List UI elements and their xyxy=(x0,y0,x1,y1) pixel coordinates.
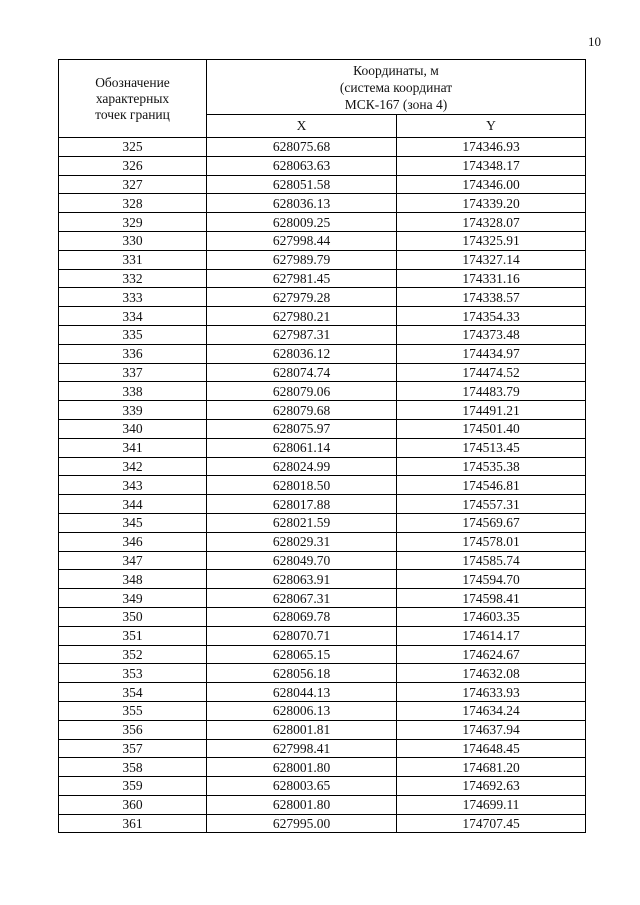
cell-point: 345 xyxy=(59,513,207,532)
table-row xyxy=(59,363,586,382)
cell-x: 627995.00 xyxy=(207,814,397,833)
cell-point: 331 xyxy=(59,250,207,269)
cell-y: 174331.16 xyxy=(397,269,586,288)
header-point-line-1: Обозначение xyxy=(95,74,170,90)
cell-point: 355 xyxy=(59,701,207,720)
cell-y: 174692.63 xyxy=(397,777,586,796)
cell-point: 353 xyxy=(59,664,207,683)
cell-y: 174348.17 xyxy=(397,156,586,175)
table-row xyxy=(59,720,586,739)
cell-point: 327 xyxy=(59,175,207,194)
cell-point: 344 xyxy=(59,495,207,514)
cell-x: 628079.06 xyxy=(207,382,397,401)
table-header xyxy=(59,60,586,138)
cell-x: 628003.65 xyxy=(207,777,397,796)
cell-y: 174699.11 xyxy=(397,795,586,814)
cell-y: 174338.57 xyxy=(397,288,586,307)
cell-x: 628018.50 xyxy=(207,476,397,495)
cell-point: 346 xyxy=(59,532,207,551)
cell-x: 628001.80 xyxy=(207,758,397,777)
table-row xyxy=(59,814,586,833)
table-row xyxy=(59,701,586,720)
cell-point: 325 xyxy=(59,138,207,157)
table-row xyxy=(59,589,586,608)
cell-x: 628070.71 xyxy=(207,626,397,645)
cell-x: 628051.58 xyxy=(207,175,397,194)
cell-x: 628063.91 xyxy=(207,570,397,589)
cell-x: 627998.44 xyxy=(207,231,397,250)
table-row xyxy=(59,325,586,344)
cell-y: 174346.93 xyxy=(397,138,586,157)
header-coordinates xyxy=(207,60,586,115)
table-row xyxy=(59,532,586,551)
cell-point: 358 xyxy=(59,758,207,777)
table-row xyxy=(59,607,586,626)
cell-y: 174624.67 xyxy=(397,645,586,664)
cell-x: 627981.45 xyxy=(207,269,397,288)
table-row xyxy=(59,645,586,664)
cell-y: 174632.08 xyxy=(397,664,586,683)
cell-y: 174474.52 xyxy=(397,363,586,382)
cell-point: 330 xyxy=(59,231,207,250)
cell-point: 329 xyxy=(59,213,207,232)
cell-y: 174557.31 xyxy=(397,495,586,514)
table-row xyxy=(59,476,586,495)
page-number: 10 xyxy=(588,34,601,49)
cell-y: 174491.21 xyxy=(397,401,586,420)
cell-y: 174346.00 xyxy=(397,175,586,194)
cell-y: 174513.45 xyxy=(397,438,586,457)
cell-point: 360 xyxy=(59,795,207,814)
cell-y: 174585.74 xyxy=(397,551,586,570)
header-coords-line-3: МСК-167 (зона 4) xyxy=(344,96,448,112)
table-row xyxy=(59,175,586,194)
cell-y: 174373.48 xyxy=(397,325,586,344)
cell-x: 628067.31 xyxy=(207,589,397,608)
cell-point: 333 xyxy=(59,288,207,307)
table-body xyxy=(59,138,586,833)
table-row xyxy=(59,795,586,814)
cell-x: 628017.88 xyxy=(207,495,397,514)
cell-y: 174614.17 xyxy=(397,626,586,645)
cell-y: 174594.70 xyxy=(397,570,586,589)
cell-x: 628061.14 xyxy=(207,438,397,457)
table-row xyxy=(59,288,586,307)
cell-y: 174648.45 xyxy=(397,739,586,758)
cell-x: 628075.97 xyxy=(207,419,397,438)
header-coords-line-2: (система координат xyxy=(339,79,453,95)
cell-point: 347 xyxy=(59,551,207,570)
table-row xyxy=(59,419,586,438)
table-row xyxy=(59,344,586,363)
cell-y: 174707.45 xyxy=(397,814,586,833)
cell-x: 628063.63 xyxy=(207,156,397,175)
cell-x: 627998.41 xyxy=(207,739,397,758)
cell-x: 628024.99 xyxy=(207,457,397,476)
cell-x: 628065.15 xyxy=(207,645,397,664)
cell-point: 343 xyxy=(59,476,207,495)
cell-y: 174339.20 xyxy=(397,194,586,213)
table-row xyxy=(59,250,586,269)
header-y: Y xyxy=(397,115,586,138)
cell-x: 627989.79 xyxy=(207,250,397,269)
cell-x: 628069.78 xyxy=(207,607,397,626)
cell-x: 628049.70 xyxy=(207,551,397,570)
cell-y: 174546.81 xyxy=(397,476,586,495)
header-point-line-3: точек границ xyxy=(95,106,170,122)
cell-y: 174633.93 xyxy=(397,683,586,702)
cell-x: 628021.59 xyxy=(207,513,397,532)
cell-x: 628036.12 xyxy=(207,344,397,363)
cell-point: 354 xyxy=(59,683,207,702)
table-row xyxy=(59,213,586,232)
header-point-line-2: характерных xyxy=(95,90,170,106)
coordinates-table xyxy=(58,59,586,833)
cell-y: 174578.01 xyxy=(397,532,586,551)
table-row xyxy=(59,551,586,570)
cell-x: 628001.80 xyxy=(207,795,397,814)
cell-point: 352 xyxy=(59,645,207,664)
cell-point: 356 xyxy=(59,720,207,739)
cell-x: 628079.68 xyxy=(207,401,397,420)
table-row xyxy=(59,495,586,514)
cell-y: 174681.20 xyxy=(397,758,586,777)
cell-point: 336 xyxy=(59,344,207,363)
cell-y: 174327.14 xyxy=(397,250,586,269)
table-row xyxy=(59,626,586,645)
cell-x: 627979.28 xyxy=(207,288,397,307)
cell-point: 357 xyxy=(59,739,207,758)
cell-x: 628075.68 xyxy=(207,138,397,157)
cell-y: 174535.38 xyxy=(397,457,586,476)
table-row xyxy=(59,438,586,457)
cell-y: 174569.67 xyxy=(397,513,586,532)
cell-point: 339 xyxy=(59,401,207,420)
cell-point: 359 xyxy=(59,777,207,796)
cell-x: 628006.13 xyxy=(207,701,397,720)
cell-point: 341 xyxy=(59,438,207,457)
table-row xyxy=(59,231,586,250)
table-row xyxy=(59,194,586,213)
cell-point: 351 xyxy=(59,626,207,645)
table-row xyxy=(59,382,586,401)
cell-x: 628009.25 xyxy=(207,213,397,232)
table-row xyxy=(59,683,586,702)
cell-point: 326 xyxy=(59,156,207,175)
table-row xyxy=(59,758,586,777)
cell-point: 348 xyxy=(59,570,207,589)
cell-y: 174328.07 xyxy=(397,213,586,232)
cell-point: 361 xyxy=(59,814,207,833)
cell-x: 628074.74 xyxy=(207,363,397,382)
cell-y: 174637.94 xyxy=(397,720,586,739)
cell-point: 342 xyxy=(59,457,207,476)
cell-y: 174603.35 xyxy=(397,607,586,626)
cell-x: 628029.31 xyxy=(207,532,397,551)
cell-x: 628044.13 xyxy=(207,683,397,702)
table-row xyxy=(59,401,586,420)
table-row xyxy=(59,138,586,157)
cell-y: 174634.24 xyxy=(397,701,586,720)
table-row xyxy=(59,570,586,589)
cell-point: 337 xyxy=(59,363,207,382)
table-row xyxy=(59,457,586,476)
cell-y: 174325.91 xyxy=(397,231,586,250)
cell-x: 628056.18 xyxy=(207,664,397,683)
cell-point: 340 xyxy=(59,419,207,438)
cell-y: 174434.97 xyxy=(397,344,586,363)
header-x: X xyxy=(207,115,397,138)
cell-point: 334 xyxy=(59,307,207,326)
table-row xyxy=(59,307,586,326)
cell-y: 174483.79 xyxy=(397,382,586,401)
table-row xyxy=(59,156,586,175)
cell-point: 332 xyxy=(59,269,207,288)
header-coords-line-1: Координаты, м xyxy=(353,62,439,78)
table-row xyxy=(59,664,586,683)
cell-point: 328 xyxy=(59,194,207,213)
cell-point: 338 xyxy=(59,382,207,401)
cell-point: 335 xyxy=(59,325,207,344)
table-row xyxy=(59,739,586,758)
cell-point: 350 xyxy=(59,607,207,626)
cell-y: 174354.33 xyxy=(397,307,586,326)
cell-point: 349 xyxy=(59,589,207,608)
header-point-designation xyxy=(59,60,207,138)
cell-x: 627980.21 xyxy=(207,307,397,326)
table-row xyxy=(59,513,586,532)
cell-x: 628036.13 xyxy=(207,194,397,213)
cell-y: 174598.41 xyxy=(397,589,586,608)
table-row xyxy=(59,777,586,796)
cell-x: 628001.81 xyxy=(207,720,397,739)
cell-x: 627987.31 xyxy=(207,325,397,344)
cell-y: 174501.40 xyxy=(397,419,586,438)
table-row xyxy=(59,269,586,288)
